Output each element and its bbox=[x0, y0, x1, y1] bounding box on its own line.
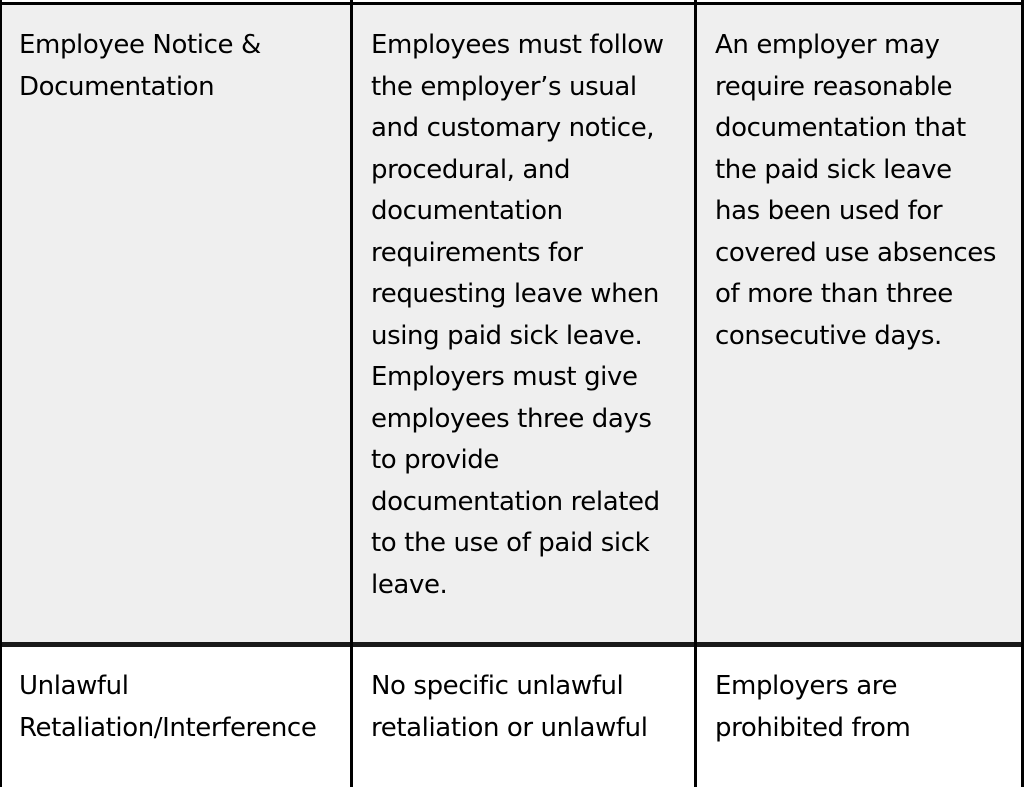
table-rule-column-1 bbox=[350, 0, 353, 787]
table-rule-left bbox=[0, 0, 2, 787]
table-cell-topic: Employee Notice & Documentation bbox=[19, 30, 261, 102]
table-cell: An employer may require reasonable documentation that the paid sick leave has been used for covered use absences of more than three consecutive days. bbox=[715, 30, 997, 351]
table-cell: Employees must follow the employer’s usual and customary notice, procedural, and documentation requirements for requesting leave when using paid sick leave. Employers must give employees three days to provide documentation related to the use of paid sick leave. bbox=[371, 30, 664, 600]
table-cell-topic: Unlawful Retaliation/Interference bbox=[19, 671, 317, 743]
table-cell: No specific unlawful retaliation or unlawful bbox=[371, 671, 648, 743]
table-cell: Employers are prohibited from bbox=[715, 671, 911, 743]
table-rule-column-2 bbox=[694, 0, 697, 787]
table-rule-row-separator bbox=[0, 642, 1024, 647]
table-rule-top bbox=[0, 2, 1024, 5]
